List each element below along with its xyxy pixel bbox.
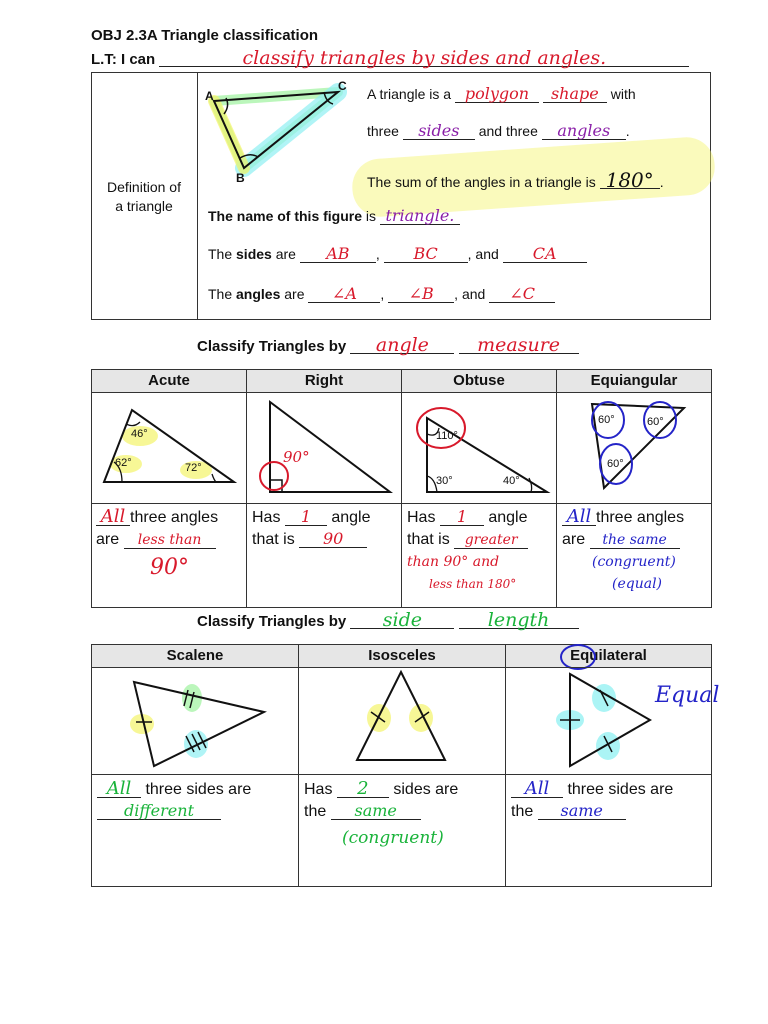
answer-side-ca: CA bbox=[503, 246, 587, 263]
equilateral-text-2: the bbox=[511, 803, 534, 820]
col-header-isosceles: Isosceles bbox=[298, 644, 506, 668]
acute-triangle-figure bbox=[96, 400, 242, 498]
equi-text-2: are bbox=[562, 531, 586, 548]
line2-mid: and three bbox=[478, 123, 538, 139]
scalene-answer-different: different bbox=[97, 803, 221, 820]
and-1: and bbox=[475, 246, 499, 262]
col-header-equilateral: Equilateral bbox=[505, 644, 712, 668]
right-text-3: that is bbox=[252, 531, 295, 548]
equi-angle-2: 60° bbox=[647, 416, 664, 428]
and-2: and bbox=[461, 286, 486, 302]
isosceles-triangle-figure bbox=[345, 668, 455, 772]
definition-line-name bbox=[208, 208, 460, 225]
line3-prefix: The sum of the angles in a triangle is bbox=[367, 174, 596, 190]
obtuse-text-3: that is bbox=[407, 531, 450, 548]
isosceles-answer-same: same bbox=[331, 803, 421, 820]
equi-angle-1: 60° bbox=[598, 414, 615, 426]
col-header-equiangular: Equiangular bbox=[556, 369, 712, 393]
isosceles-text-3: the bbox=[304, 803, 327, 820]
equi-angle-3: 60° bbox=[607, 458, 624, 470]
right-text-2: angle bbox=[331, 509, 371, 526]
acute-answer-90: 90° bbox=[150, 555, 189, 580]
acute-text-1: three angles bbox=[130, 509, 219, 526]
obtuse-triangle-figure bbox=[405, 398, 553, 500]
acute-angle-right: 72° bbox=[185, 462, 202, 474]
angles-label-bold: angles bbox=[236, 286, 281, 302]
scalene-triangle-figure bbox=[120, 672, 290, 772]
angles-label-pre: The bbox=[208, 286, 233, 302]
definition-triangle-figure bbox=[200, 76, 350, 186]
right-answer-1: 1 bbox=[285, 509, 327, 526]
acute-answer-less-than: less than bbox=[124, 532, 216, 549]
acute-description bbox=[96, 507, 218, 579]
vertex-a-label: A bbox=[205, 89, 214, 103]
right-triangle-figure bbox=[250, 396, 398, 500]
obtuse-text-2: angle bbox=[488, 509, 528, 526]
equiangular-description bbox=[562, 507, 684, 595]
learning-target bbox=[91, 47, 689, 69]
obtuse-answer-line3: than 90° and bbox=[407, 554, 500, 570]
equiangular-triangle-figure bbox=[562, 398, 708, 500]
acute-angle-top: 46° bbox=[131, 428, 148, 440]
answer-side-ab: AB bbox=[300, 246, 376, 263]
equilateral-highlight-bottom bbox=[596, 732, 620, 760]
angles-label-post: are bbox=[284, 286, 305, 302]
obtuse-answer-line4: less than 180° bbox=[429, 577, 517, 591]
col-header-right: Right bbox=[246, 369, 402, 393]
answer-angles: angles bbox=[542, 123, 626, 140]
right-text-1: Has bbox=[252, 509, 281, 526]
worksheet-title: OBJ 2.3A Triangle classification bbox=[91, 27, 319, 44]
right-description bbox=[252, 507, 371, 551]
definition-line-polygon bbox=[367, 86, 636, 103]
acute-angle-left: 62° bbox=[115, 457, 132, 469]
answer-angle-c: ∠C bbox=[489, 286, 555, 303]
col-header-obtuse: Obtuse bbox=[401, 369, 557, 393]
equilateral-note: Equal bbox=[655, 683, 720, 708]
learning-target-prefix: L.T: I can bbox=[91, 51, 156, 68]
definition-line-sum: The sum of the angles in a triangle is 180° . bbox=[367, 168, 664, 192]
scalene-description bbox=[97, 779, 251, 823]
definition-line-sides-angles: three sides and three angles . bbox=[367, 121, 630, 140]
answer-angle-a: ∠A bbox=[308, 286, 380, 303]
answer-polygon: polygon bbox=[455, 86, 539, 103]
obtuse-angle-left: 30° bbox=[436, 475, 453, 487]
equi-answer-equal: (equal) bbox=[612, 576, 663, 592]
answer-side-bc: BC bbox=[384, 246, 468, 263]
obtuse-arc-right bbox=[529, 478, 532, 492]
definition-line-angles-list: The angles are ∠A , ∠B , and ∠C bbox=[208, 286, 555, 303]
scalene-answer-all: All bbox=[97, 781, 141, 798]
obtuse-angle-right: 40° bbox=[503, 475, 520, 487]
equilateral-triangle-figure bbox=[548, 670, 658, 774]
sides-label-pre: The bbox=[208, 246, 233, 262]
sides-label-bold: sides bbox=[236, 246, 272, 262]
definition-label-line1: Definition of bbox=[107, 179, 181, 195]
answer-angle-b: ∠B bbox=[388, 286, 454, 303]
learning-target-answer: classify triangles by sides and angles. bbox=[159, 50, 689, 67]
line2-prefix: three bbox=[367, 123, 399, 139]
line1-suffix: with bbox=[610, 86, 636, 102]
answer-sum: 180° bbox=[600, 172, 660, 189]
acute-text-2: are bbox=[96, 531, 120, 548]
answer-shape: shape bbox=[543, 86, 607, 103]
definition-divider bbox=[197, 72, 198, 320]
isosceles-answer-2: 2 bbox=[337, 781, 389, 798]
obtuse-answer-greater: greater bbox=[454, 532, 528, 549]
equilateral-description bbox=[511, 779, 673, 823]
obtuse-text-1: Has bbox=[407, 509, 436, 526]
right-angle-label: 90° bbox=[283, 448, 310, 466]
side-heading-answer2: length bbox=[459, 612, 579, 629]
name-is: is bbox=[365, 208, 377, 224]
isosceles-text-1: Has bbox=[304, 781, 333, 798]
angle-heading-answer2: measure bbox=[459, 337, 579, 354]
obtuse-angle-top: 110° bbox=[436, 430, 458, 442]
answer-name: triangle. bbox=[380, 208, 460, 225]
side-section-heading bbox=[197, 609, 579, 631]
col-header-acute: Acute bbox=[91, 369, 247, 393]
acute-arc-right bbox=[212, 474, 216, 482]
side-heading-answer1: side bbox=[350, 612, 454, 629]
equilateral-answer-all: All bbox=[511, 781, 563, 798]
equi-answer-congruent: (congruent) bbox=[592, 554, 676, 570]
line1-prefix: A triangle is a bbox=[367, 86, 452, 102]
obtuse-angle-circle bbox=[417, 408, 465, 448]
definition-label-line2: a triangle bbox=[115, 198, 173, 214]
isosceles-answer-congruent: (congruent) bbox=[342, 828, 444, 848]
angle-heading-prefix: Classify Triangles by bbox=[197, 338, 347, 355]
equi-answer-all: All bbox=[562, 509, 596, 526]
answer-sides: sides bbox=[403, 123, 475, 140]
sides-label-post: are bbox=[275, 246, 296, 262]
vertex-b-label: B bbox=[236, 171, 245, 185]
angle-section-heading bbox=[197, 334, 579, 356]
col-header-scalene: Scalene bbox=[91, 644, 299, 668]
obtuse-answer-1: 1 bbox=[440, 509, 484, 526]
equilateral-text-1: three sides are bbox=[567, 781, 674, 798]
scalene-text-1: three sides are bbox=[145, 781, 252, 798]
equi-text-1: three angles bbox=[596, 509, 685, 526]
right-answer-90: 90 bbox=[299, 531, 367, 548]
name-label: The name of this figure bbox=[208, 208, 363, 224]
isosceles-text-2: sides are bbox=[393, 781, 459, 798]
definition-label bbox=[92, 178, 196, 216]
equi-answer-same: the same bbox=[590, 532, 680, 549]
definition-line-sides-list: The sides are AB , BC , and CA bbox=[208, 246, 587, 263]
equilateral-answer-same: same bbox=[538, 803, 626, 820]
isosceles-description bbox=[304, 779, 458, 849]
side-heading-prefix: Classify Triangles by bbox=[197, 613, 347, 630]
vertex-c-label: C bbox=[338, 79, 347, 93]
acute-answer-all: All bbox=[96, 509, 130, 526]
right-angle-circle bbox=[260, 462, 288, 490]
obtuse-description bbox=[407, 507, 528, 595]
angle-heading-answer1: angle bbox=[350, 337, 454, 354]
